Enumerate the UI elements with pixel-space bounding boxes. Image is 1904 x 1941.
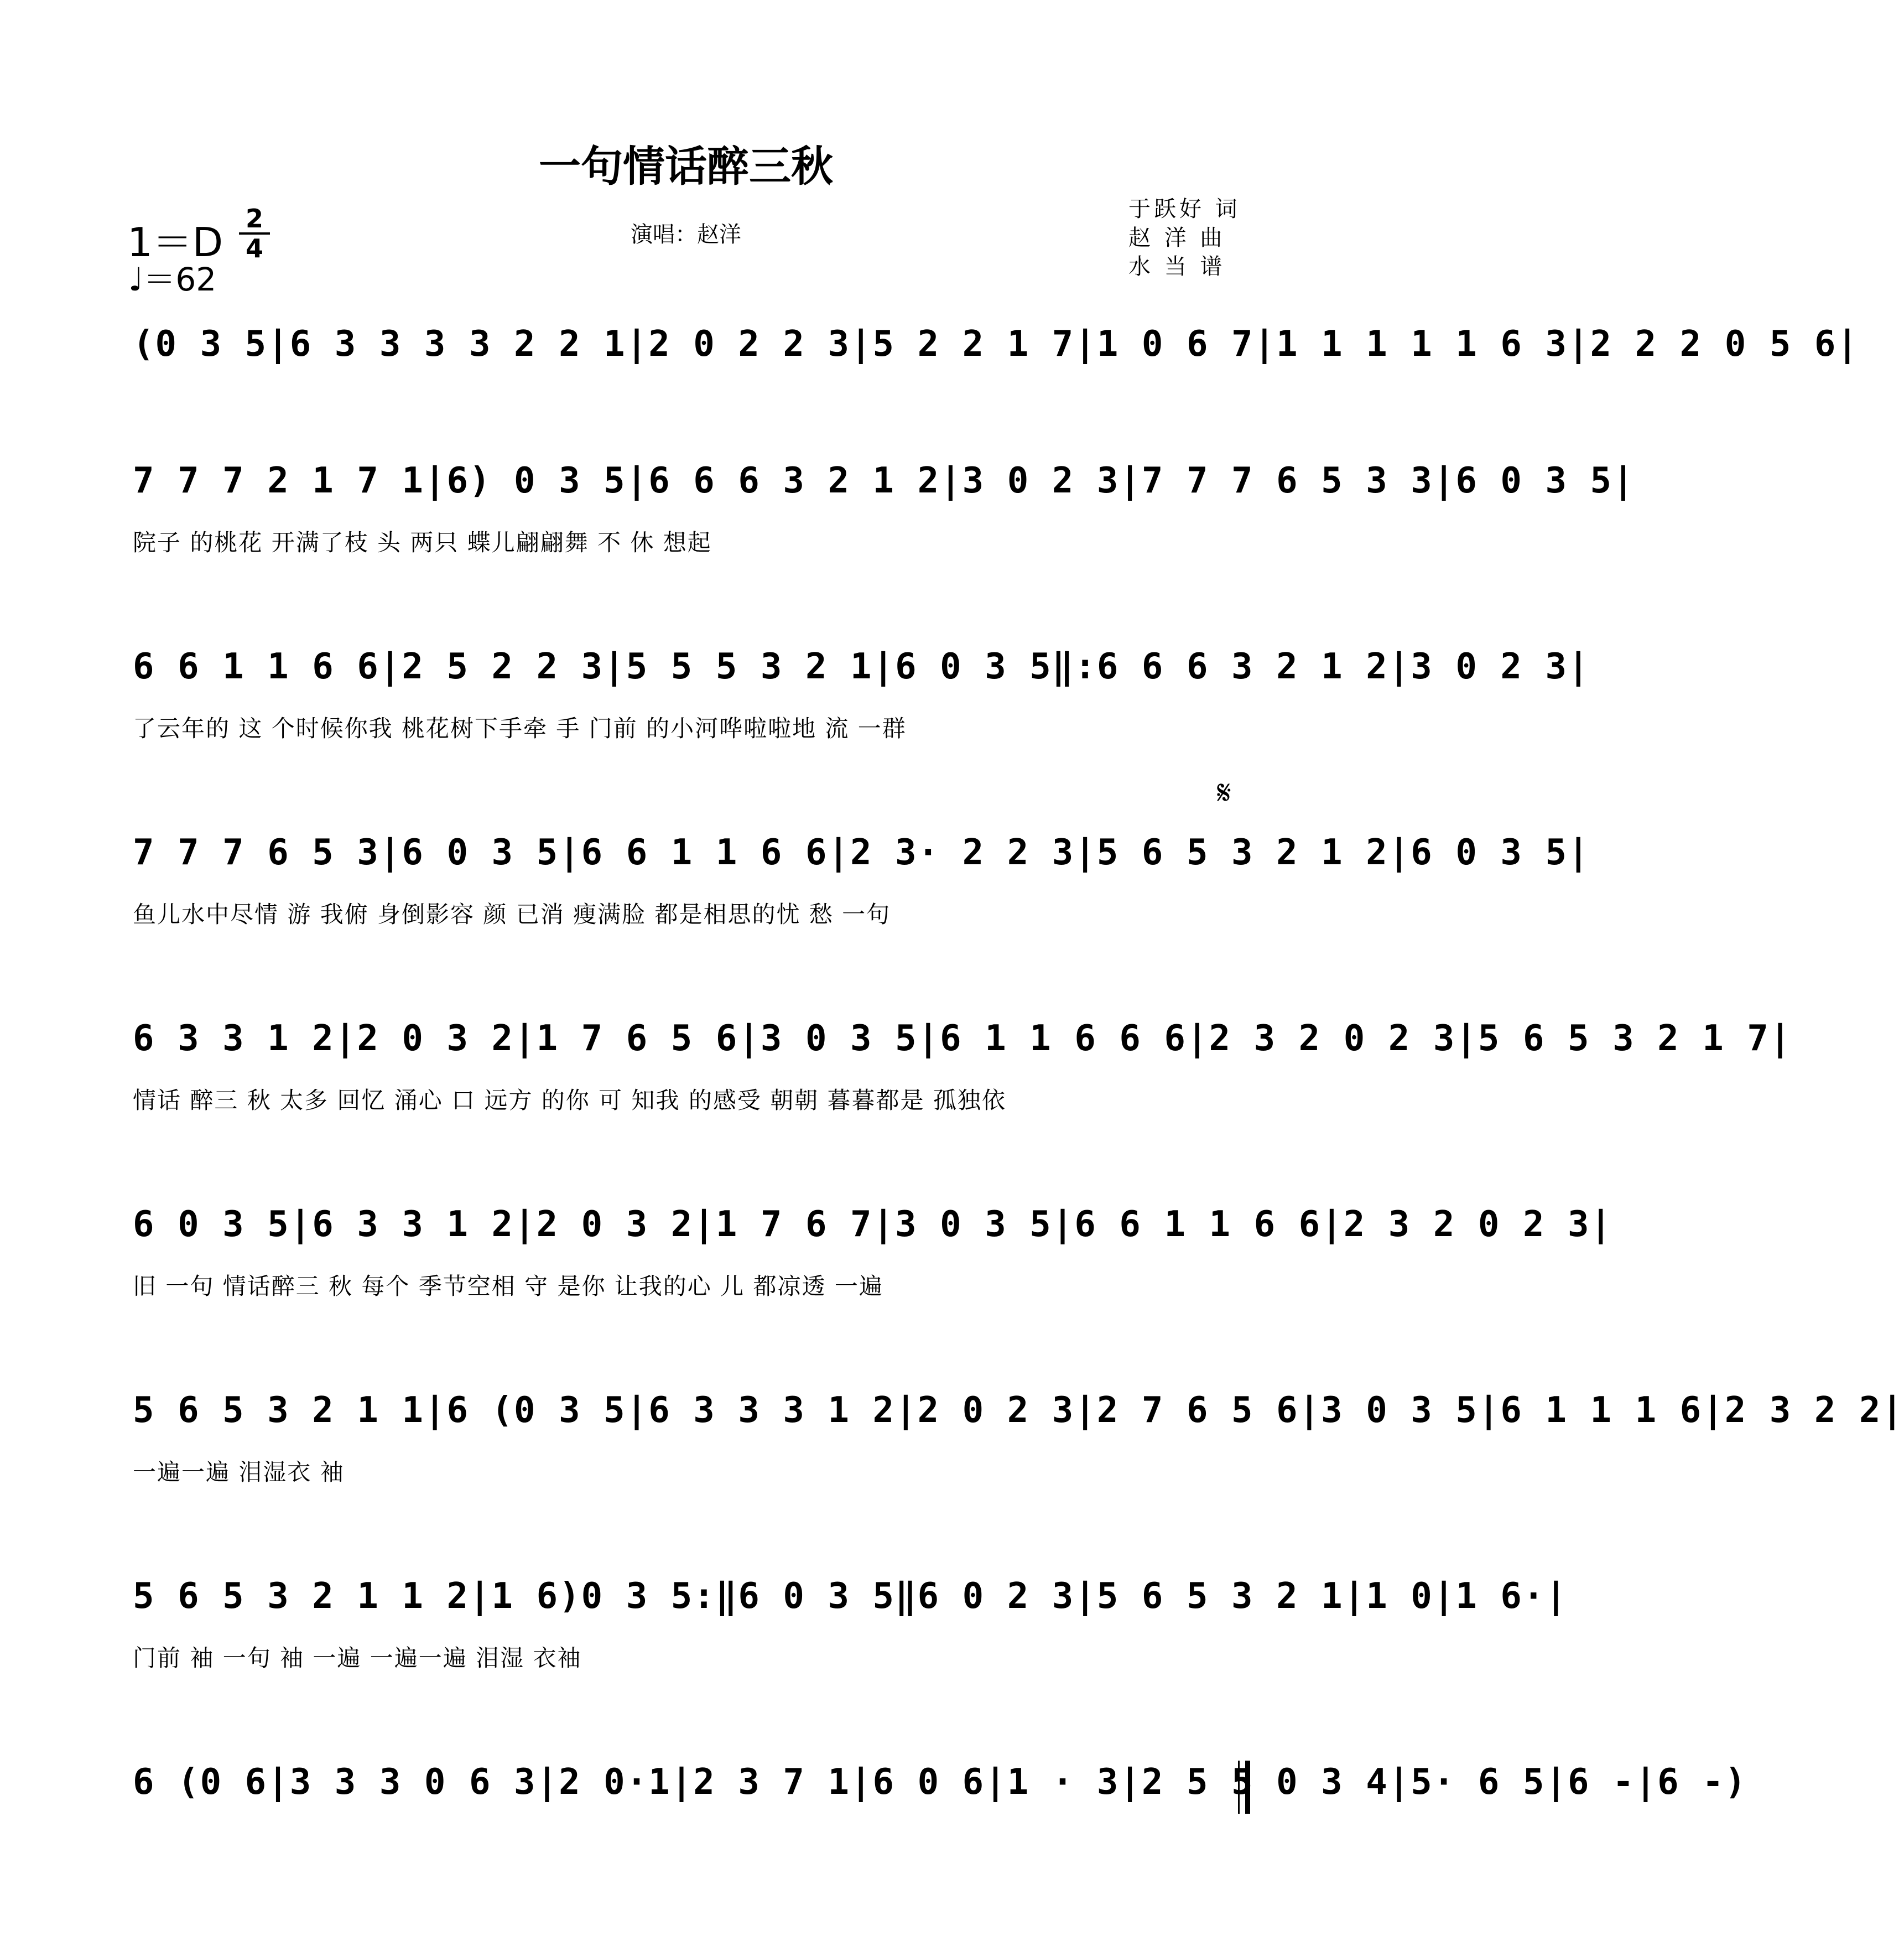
- tempo-marking: ♩＝62: [128, 261, 217, 298]
- lyricist-credit: 于跃好 词: [1128, 196, 1241, 222]
- score-system-9: 6 (0 6|3 3 3 0 6 3|2 0·1|2 3 7 1|6 0 6|1 · 3|2 5 5 0 3 4|5· 6 5|6 -|6 -): [133, 1762, 1747, 1803]
- lyric-line-5: 情话 醉三 秋 太多 回忆 涌心 口 远方 的你 可 知我 的感受 朝朝 暮暮都是 孤独依: [133, 1087, 1006, 1114]
- score-system-8: 5 6 5 3 2 1 1 2|1 6)0 3 5:‖6 0 3 5‖6 0 2 3|5 6 5 3 2 1|1 0|1 6·|: [133, 1576, 1568, 1617]
- page-title: 一句情话醉三秋: [539, 142, 833, 191]
- singer-credit: 演唱：赵洋: [631, 222, 741, 247]
- score-system-3: 6 6 1 1 6 6|2 5 2 2 3|5 5 5 3 2 1|6 0 3 5‖:6 6 6 3 2 1 2|3 0 2 3|: [133, 646, 1590, 687]
- lyric-line-7: 一遍一遍 泪湿衣 袖: [133, 1459, 345, 1486]
- lyric-line-2: 院子 的桃花 开满了枝 头 两只 蝶儿翩翩舞 不 休 想起: [133, 529, 712, 556]
- time-signature: [239, 206, 270, 261]
- time-signature-top: 2: [245, 204, 263, 233]
- lyric-line-6: 旧 一句 情话醉三 秋 每个 季节空相 守 是你 让我的心 儿 都凉透 一遍: [133, 1273, 883, 1300]
- score-system-7: 5 6 5 3 2 1 1|6 (0 3 5|6 3 3 3 1 2|2 0 2 3|2 7 6 5 6|3 0 3 5|6 1 1 1 6|2 3 2 2|: [133, 1390, 1904, 1431]
- score-system-2: 7 7 7 2 1 7 1|6) 0 3 5|6 6 6 3 2 1 2|3 0 2 3|7 7 7 6 5 3 3|6 0 3 5|: [133, 460, 1635, 501]
- score-system-5: 6 3 3 1 2|2 0 3 2|1 7 6 5 6|3 0 3 5|6 1 1 6 6 6|2 3 2 0 2 3|5 6 5 3 2 1 7|: [133, 1018, 1792, 1059]
- time-signature-bottom: 4: [245, 233, 263, 263]
- score-system-4: 7 7 7 6 5 3|6 0 3 5|6 6 1 1 6 6|2 3· 2 2 3|5 6 5 3 2 1 2|6 0 3 5|: [133, 832, 1590, 873]
- key-signature: 1＝D: [127, 219, 223, 266]
- lyric-line-8: 门前 袖 一句 袖 一遍 一遍一遍 泪湿 衣袖: [133, 1644, 582, 1672]
- lyric-line-3: 了云年的 这 个时候你我 桃花树下手牵 手 门前 的小河哗啦啦地 流 一群: [133, 715, 907, 742]
- lyric-line-4: 鱼儿水中尽情 游 我俯 身倒影容 颜 已消 瘦满脸 都是相思的忧 愁 一句: [133, 901, 891, 928]
- final-barline: [1238, 1761, 1250, 1814]
- transcriber-credit: 水 当 谱: [1128, 254, 1226, 279]
- score-system-6: 6 0 3 5|6 3 3 1 2|2 0 3 2|1 7 6 7|3 0 3 5|6 6 1 1 6 6|2 3 2 0 2 3|: [133, 1204, 1613, 1245]
- score-system-1: (0 3 5|6 3 3 3 3 2 2 1|2 0 2 2 3|5 2 2 1 7|1 0 6 7|1 1 1 1 1 6 3|2 2 2 0 5 6|: [133, 324, 1859, 365]
- composer-credit: 赵 洋 曲: [1128, 225, 1226, 251]
- segno-sign: 𝄋: [1217, 774, 1231, 812]
